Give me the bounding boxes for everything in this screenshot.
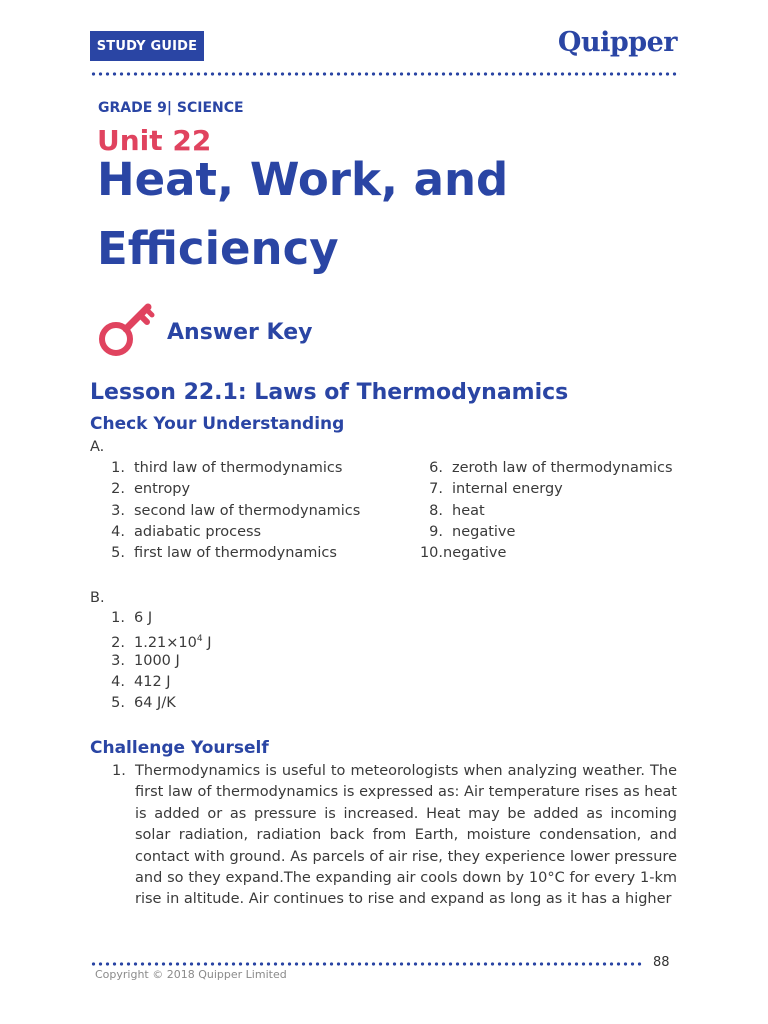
challenge-answer <box>112 761 677 911</box>
header-divider <box>90 72 680 76</box>
grade-label: GRADE 9| SCIENCE <box>98 100 244 116</box>
unit-label: Unit 22 <box>97 124 212 157</box>
part-b-label: B. <box>90 590 105 606</box>
challenge-number: 1. <box>112 763 126 779</box>
check-understanding-heading: Check Your Understanding <box>90 414 345 434</box>
copyright: Copyright © 2018 Quipper Limited <box>95 968 287 981</box>
page-title-line2: Efficiency <box>97 222 339 275</box>
list-item: 9. negative <box>429 523 516 540</box>
part-a-label: A. <box>90 439 105 455</box>
key-icon <box>96 299 156 359</box>
page-number: 88 <box>653 955 670 970</box>
list-item: 1. third law of thermodynamics <box>111 460 343 476</box>
list-item: 5. first law of thermodynamics <box>111 545 337 562</box>
list-item: 10.negative <box>419 545 507 562</box>
list-item: 7. internal energy <box>429 481 563 498</box>
list-item: 2. $1.21\times 10^4$ J <box>111 634 212 652</box>
page-title-line1: Heat, Work, and <box>97 153 509 206</box>
part-b-list <box>100 608 212 714</box>
part-a-left-list <box>100 458 360 564</box>
list-item: 6. zeroth law of thermodynamics <box>429 460 673 476</box>
quipper-logo: Quipper <box>557 27 677 58</box>
study-guide-badge: STUDY GUIDE <box>90 31 204 61</box>
challenge-heading: Challenge Yourself <box>90 738 269 758</box>
list-item: 5. 64 J/K <box>111 695 176 712</box>
part-a-right-list <box>418 458 673 564</box>
footer-divider <box>90 962 642 966</box>
list-item: 4. 412 J <box>111 673 171 690</box>
list-item: 3. 1000 J <box>111 652 180 669</box>
list-item: 2. entropy <box>111 481 191 498</box>
answer-key-heading: Answer Key <box>167 320 313 345</box>
list-item: 1. 6 J <box>111 610 153 626</box>
list-item: 4. adiabatic process <box>111 523 262 540</box>
list-item: 3. second law of thermodynamics <box>111 502 361 519</box>
challenge-text: Thermodynamics is useful to meteorologists when analyzing weather. The first law of thermodynamics is expressed as: Air temperature rises as heat is added or as pressure is increased. Heat may be added as incoming solar radiation, radiation back from Earth, moisture condensation, and contact with ground. As parcels of air rise, they experience lower pressure and so they expand.The expanding air cools down by 10°C for every 1-km rise in altitude. Air continues to rise and expand as long as it has a higher <box>135 763 677 908</box>
lesson-title: Lesson 22.1: Laws of Thermodynamics <box>90 380 569 405</box>
list-item: 8. heat <box>429 502 485 519</box>
